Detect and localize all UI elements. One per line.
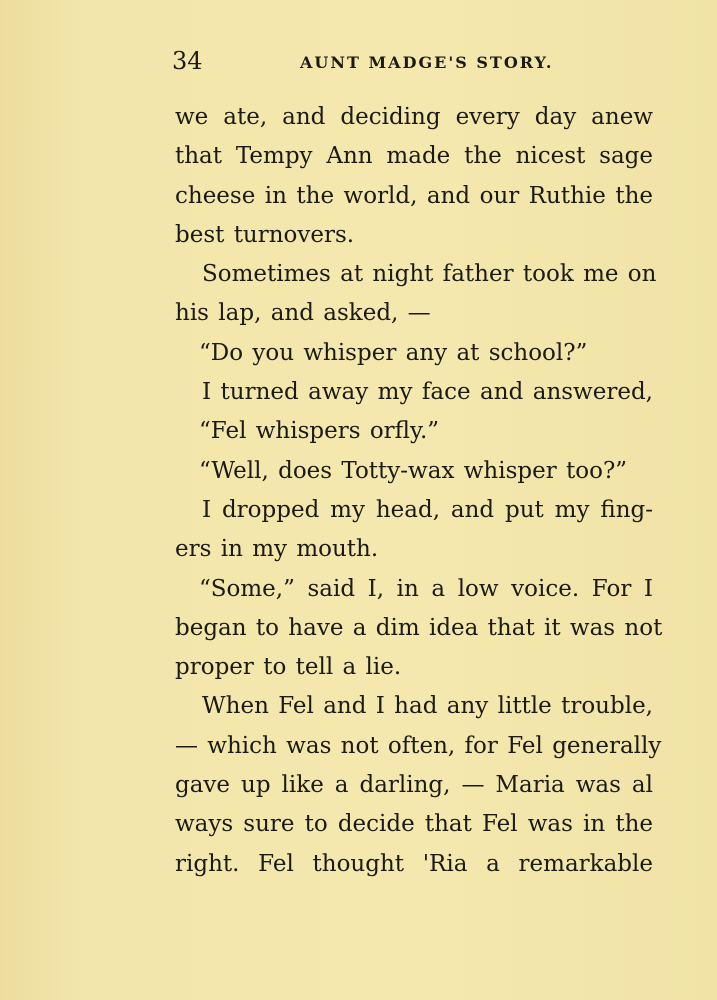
text-line: his lap, and asked, — <box>175 300 431 327</box>
text-line: I dropped my head, and put my fing- <box>202 496 653 523</box>
text-line: we ate, and deciding every day anew <box>175 104 653 130</box>
text-line: proper to tell a lie. <box>175 654 402 681</box>
page-number: 34 <box>172 47 203 75</box>
text-line: right. Fel thought 'Ria a remarkable <box>175 850 653 877</box>
text-line: I turned away my face and answered, <box>202 379 653 406</box>
text-line: — which was not often, for Fel generally <box>175 732 662 759</box>
text-line: ways sure to decide that Fel was in the <box>175 811 653 838</box>
text-line: gave up like a darling, — Maria was al <box>175 772 653 799</box>
body-text <box>175 98 663 884</box>
text-line: Sometimes at night father took me on <box>202 261 657 288</box>
text-line: “Fel whispers orfly.” <box>199 418 440 445</box>
page-header <box>0 46 717 76</box>
text-line: “Some,” said I, in a low voice. For I <box>199 575 653 602</box>
text-line: began to have a dim idea that it was not <box>175 614 663 641</box>
text-line: best turnovers. <box>175 221 355 248</box>
text-line: When Fel and I had any little trouble, <box>202 693 653 720</box>
running-head: AUNT MADGE'S STORY. <box>300 53 554 72</box>
text-line: cheese in the world, and our Ruthie the <box>175 182 653 209</box>
text-line: “Do you whisper any at school?” <box>199 339 588 366</box>
text-line: “Well, does Totty-wax whisper too?” <box>199 457 628 484</box>
text-line: ers in my mouth. <box>175 536 379 563</box>
text-line: that Tempy Ann made the nicest sage <box>175 143 653 170</box>
